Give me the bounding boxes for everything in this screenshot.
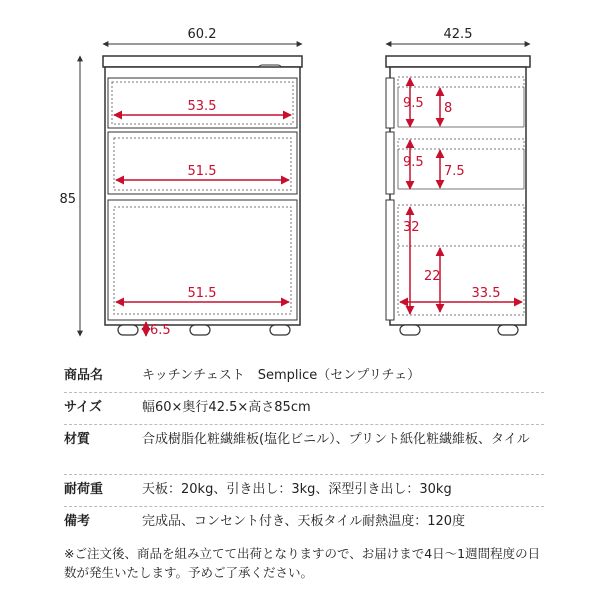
spec-value: キッチンチェスト Semplice（センプリチェ） [142,368,421,383]
shipping-note: ※ご注文後、商品を組み立てて出荷となりますので、お届けまで4日〜1週間程度の日数が発生いたします。予めご了承ください。 [64,546,541,580]
front-caster-height-label: 6.5 [150,323,171,338]
front-caster-3 [270,325,290,335]
side-caster-2 [498,325,518,335]
side-drawer-3-depth-label: 33.5 [471,286,501,301]
front-drawer-1-width-label: 53.5 [187,99,217,114]
divider [64,424,544,425]
front-width-label: 60.2 [187,27,217,42]
side-drawer-front-3 [386,200,394,320]
side-drawer-1-height-label: 9.5 [403,96,424,111]
front-view [59,27,302,338]
spec-value: 幅60×奥行42.5×高さ85cm [142,400,311,415]
side-drawer-3-height-label: 32 [403,220,420,235]
spec-row-remarks [64,512,544,532]
spec-row-load-capacity [64,480,544,500]
side-drawer-2-inner-height-label: 7.5 [444,164,465,179]
spec-label: 商品名 [64,368,104,383]
front-drawer-2-width-label: 51.5 [187,164,217,179]
spec-row-material [64,430,544,470]
spec-row-product-name [64,366,544,386]
side-drawer-3-inner-height-label: 22 [424,269,441,284]
side-depth-label: 42.5 [443,27,473,42]
divider [64,474,544,475]
spec-value: 天板：20kg、引き出し：3kg、深型引き出し：30kg [142,482,452,497]
spec-label: 材質 [64,432,91,447]
side-drawer-1-inner-height-label: 8 [444,101,453,116]
side-view [386,27,530,335]
side-caster-1 [400,325,420,335]
side-drawer-front-2 [386,132,394,194]
divider [64,392,544,393]
side-drawer-2-height-label: 9.5 [403,155,424,170]
divider [64,506,544,507]
spec-value: 完成品、コンセント付き、天板タイル耐熱温度：120度 [142,514,466,529]
spec-label: サイズ [64,400,102,415]
spec-row-size [64,398,544,418]
front-caster-1 [118,325,138,335]
front-drawer-3-width-label: 51.5 [187,286,217,301]
spec-label: 耐荷重 [64,482,104,497]
spec-label: 備考 [64,514,91,529]
front-caster-2 [190,325,210,335]
front-drawer-2 [108,132,297,194]
side-drawer-front-1 [386,78,394,128]
front-height-label: 85 [59,192,76,207]
side-top-board [386,56,530,67]
spec-value: 合成樹脂化粧繊維板(塩化ビニル）、プリント紙化粧繊維板、タイル [142,432,530,447]
